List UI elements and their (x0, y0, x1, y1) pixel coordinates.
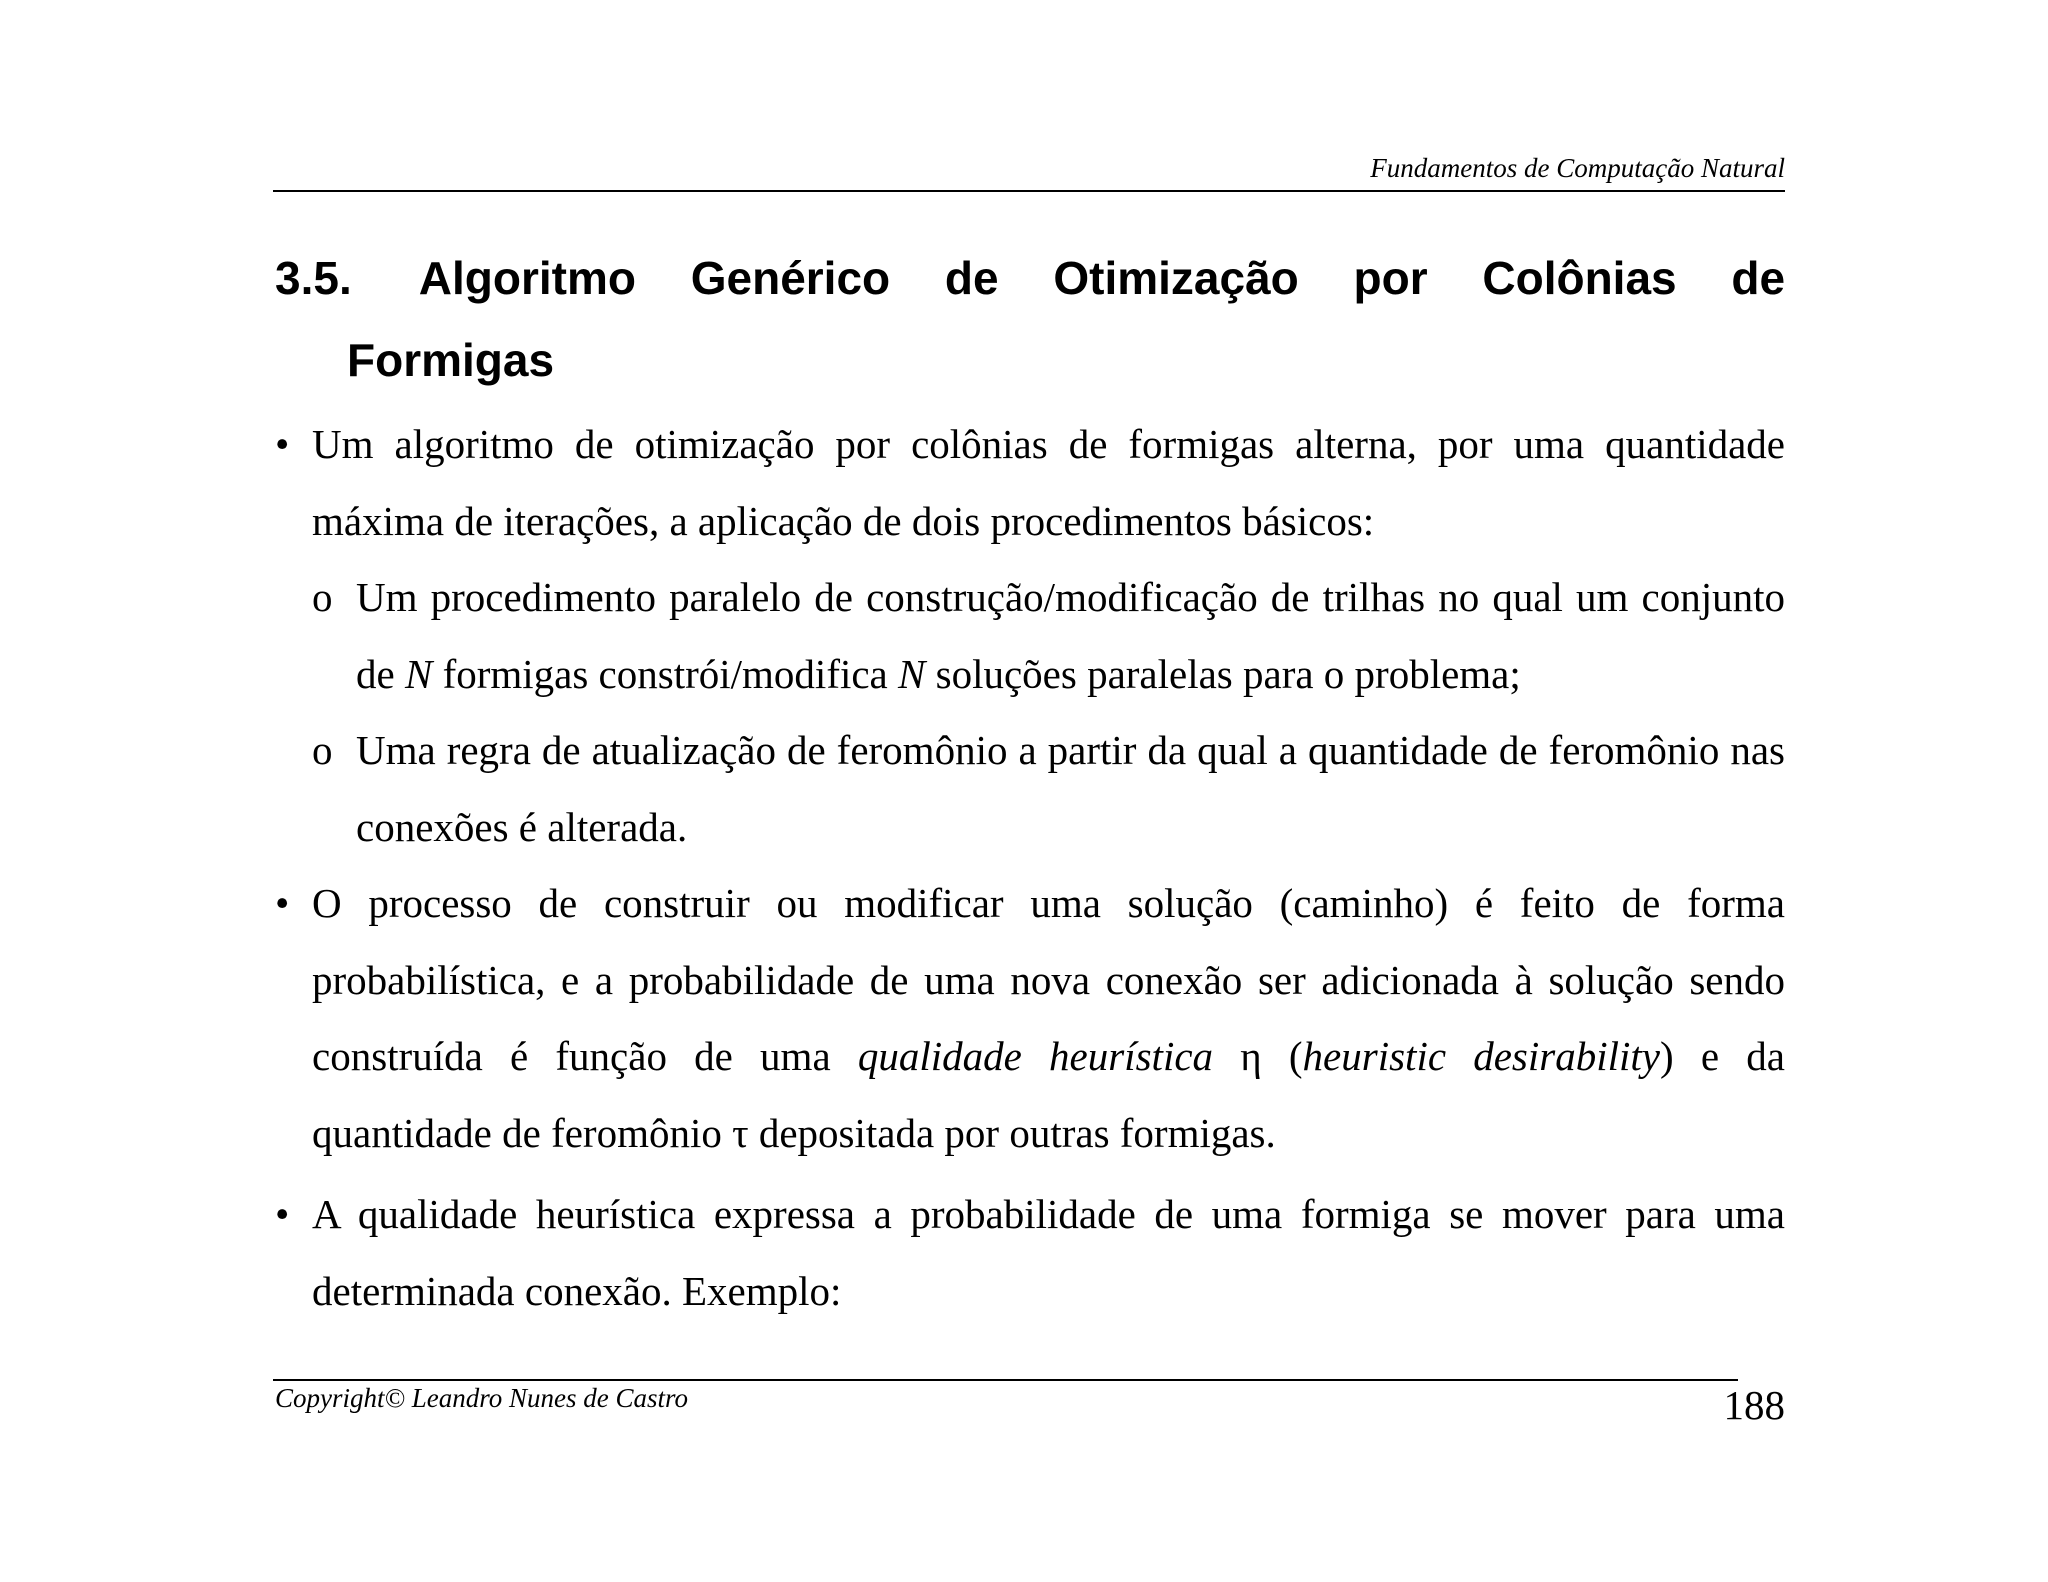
sub-text: Uma regra de atualização de feromônio a partir da qual a quantidade de feromônio nas conexões é alterada. (356, 727, 1785, 850)
footer-rule (273, 1379, 1738, 1381)
bullet-marker: • (275, 880, 290, 926)
section-title (275, 236, 1785, 320)
emphasis: heuristic desirability (1302, 1033, 1660, 1079)
copyright-notice: Copyright© Leandro Nunes de Castro (275, 1383, 689, 1413)
bullet-text: O processo de construir ou modificar uma solução (caminho) é feito de forma probabilística, e a probabilidade de uma nova conexão ser adicionada à solução sendo construída é função de uma qualidade heurística η (heuristic desirability) e da quantidade de feromônio τ depositada por outras formigas. (312, 880, 1785, 1156)
sub-item (275, 559, 1785, 712)
bullet-marker: • (275, 421, 290, 467)
bullet-item (275, 406, 1785, 559)
emphasis: qualidade heurística (857, 1033, 1214, 1079)
bullet-item (275, 1176, 1785, 1329)
sub-text: Um procedimento paralelo de construção/modificação de trilhas no qual um conjunto de N formigas constrói/modifica N soluções paralelas para o problema; (356, 574, 1785, 697)
sub-item (275, 712, 1785, 865)
variable-n: N (898, 650, 926, 697)
bullet-item (275, 865, 1785, 1171)
section-title-word: Algoritmo (418, 252, 636, 304)
section-title-word: Colônias (1482, 252, 1677, 304)
sub-marker: o (312, 727, 333, 773)
section-title-word: de (1731, 252, 1786, 304)
section-title-continuation: Formigas (347, 334, 555, 386)
section-title-word: Genérico (690, 252, 891, 304)
page-number: 188 (1723, 1382, 1785, 1428)
variable-n: N (404, 650, 433, 697)
sub-marker: o (312, 574, 333, 620)
section-title-word: por (1353, 252, 1428, 304)
header-rule (273, 190, 1785, 192)
section-number: 3.5. (275, 252, 352, 304)
running-header: Fundamentos de Computação Natural (1370, 153, 1785, 183)
body-text (275, 406, 1785, 1329)
bullet-text: A qualidade heurística expressa a probabilidade de uma formiga se mover para uma determinada conexão. Exemplo: (312, 1191, 1785, 1314)
bullet-text: Um algoritmo de otimização por colônias de formigas alterna, por uma quantidade máxima de iterações, a aplicação de dois procedimentos básicos: (312, 421, 1785, 544)
section-title-word: de (944, 252, 999, 304)
bullet-marker: • (275, 1191, 290, 1237)
section-title-word: Otimização (1053, 252, 1299, 304)
